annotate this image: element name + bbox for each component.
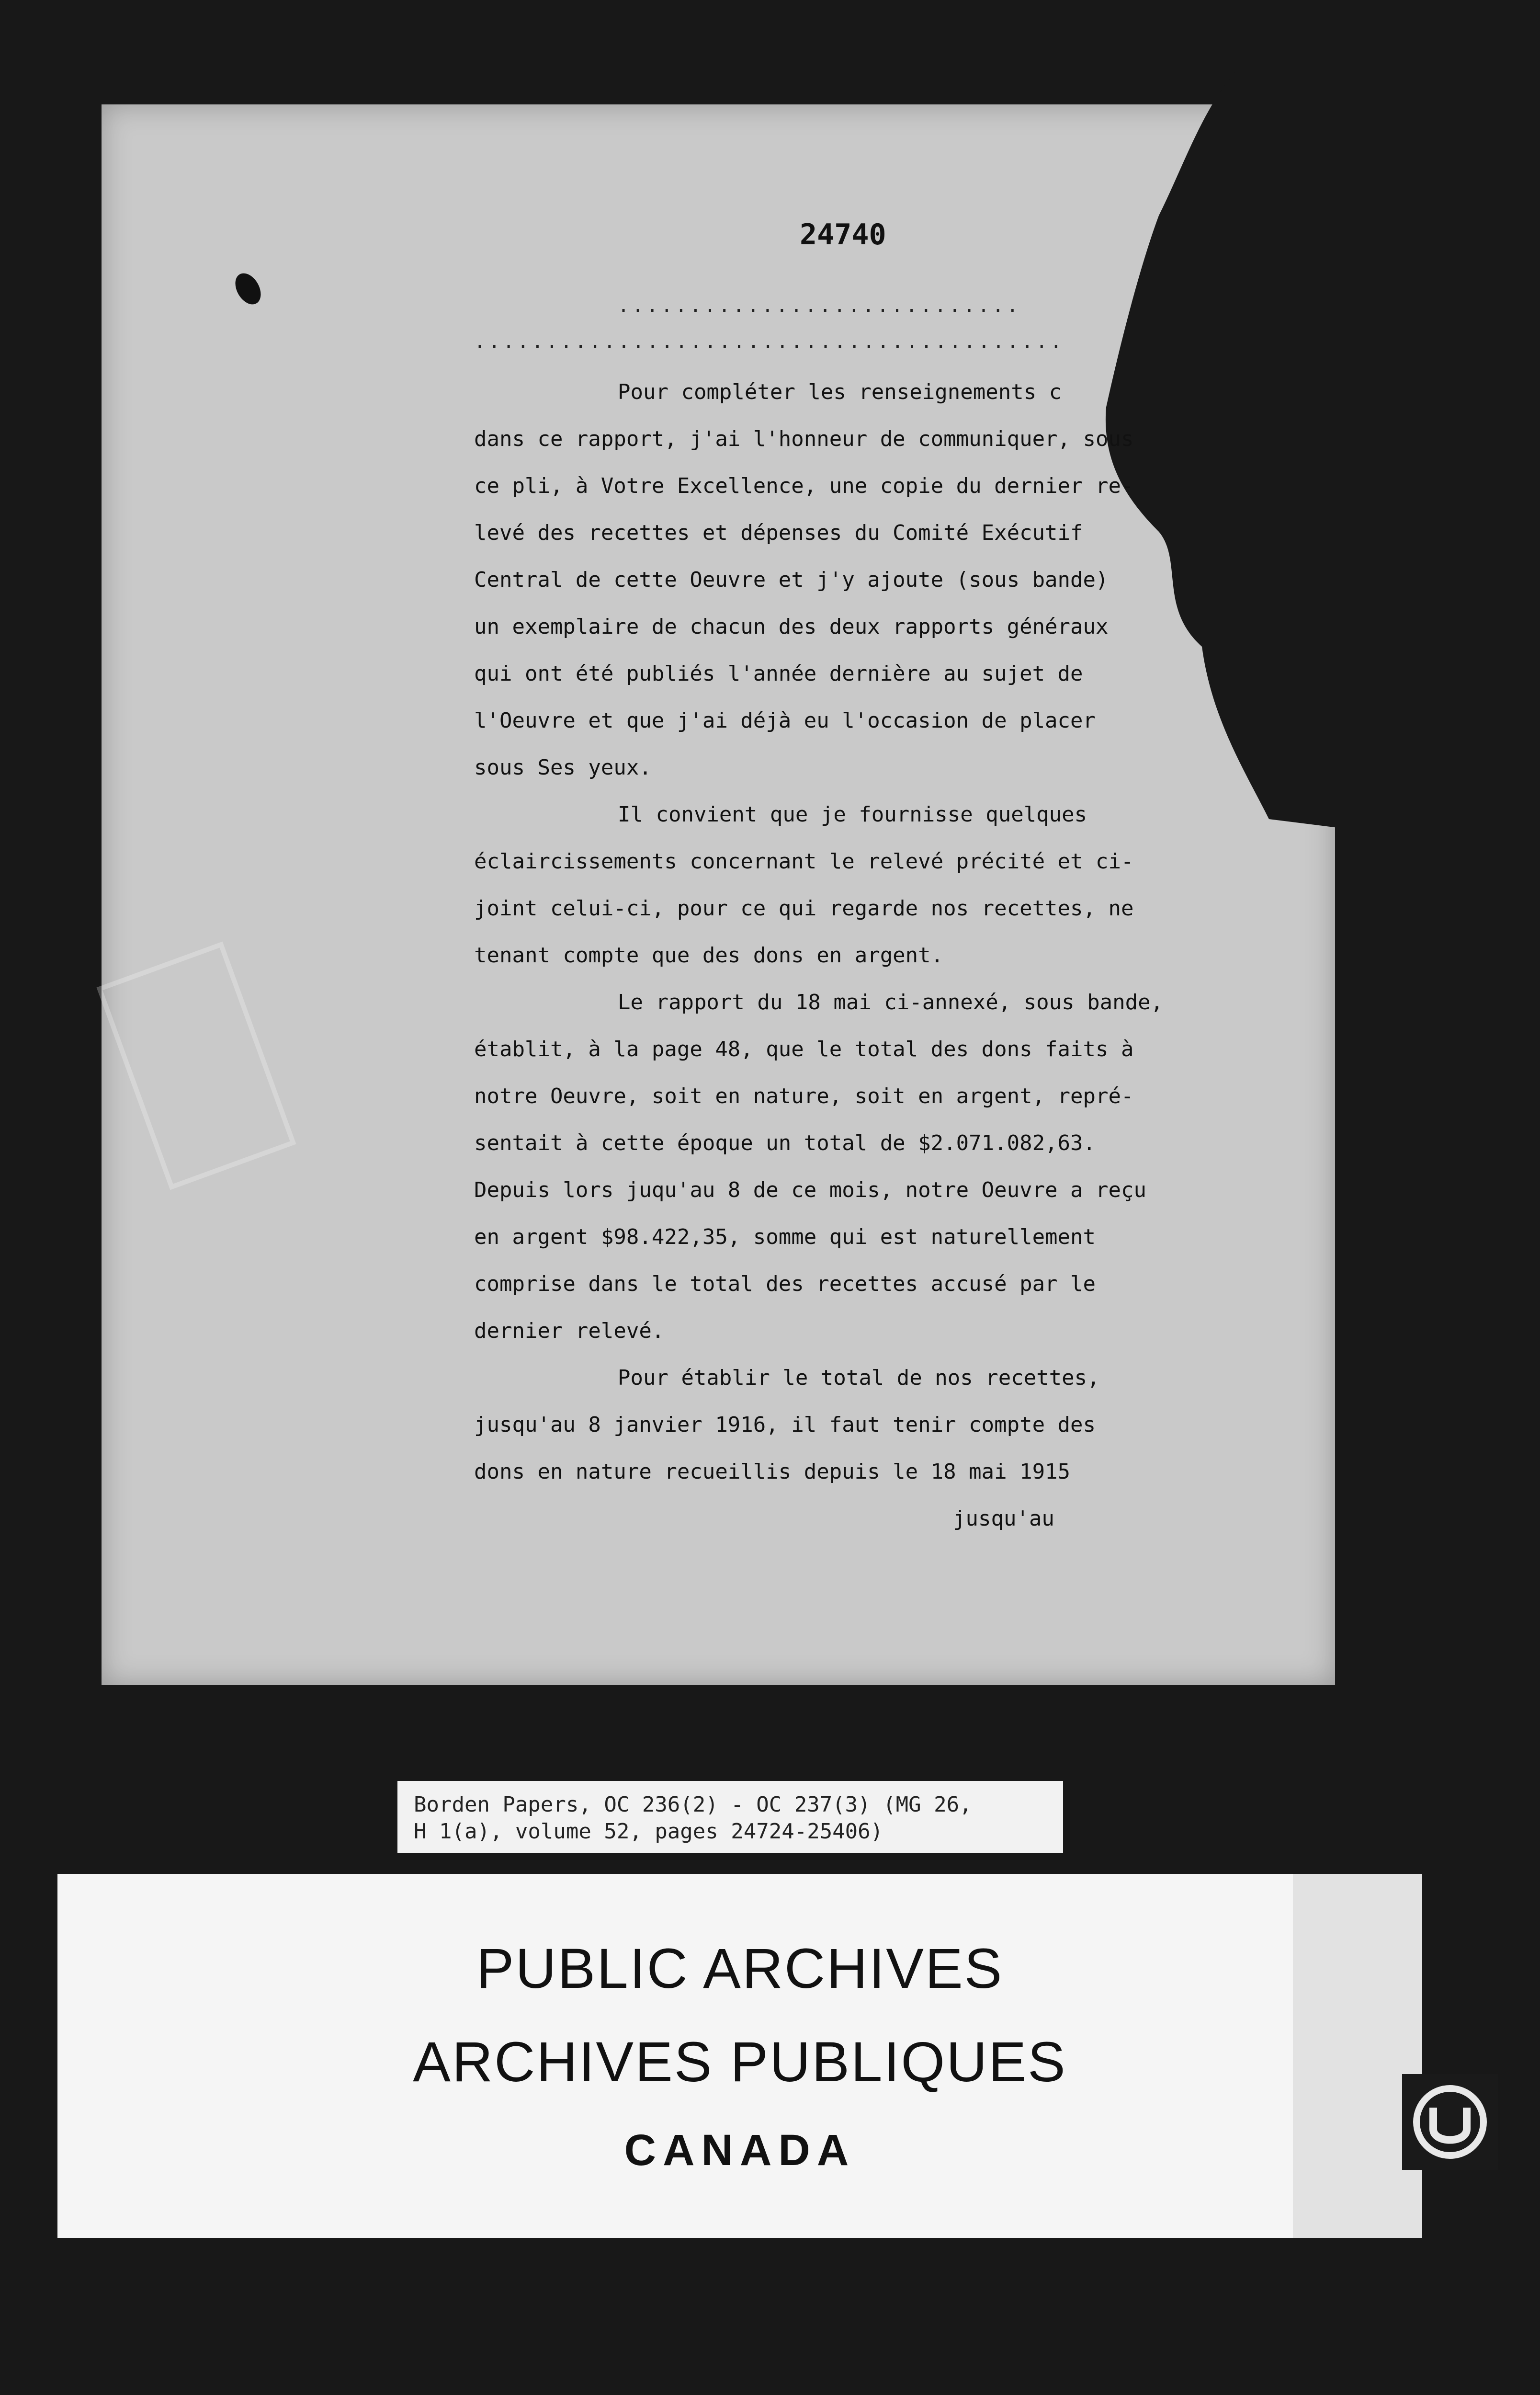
text-line: jusqu'au [953, 1506, 1054, 1531]
archives-banner [57, 1874, 1422, 2238]
banner-title-fr: ARCHIVES PUBLIQUES [413, 2030, 1067, 2094]
text-line: Il convient que je fournisse quelques [618, 802, 1087, 827]
text-line: Pour compléter les renseignements c [618, 380, 1062, 404]
text-line: Pour établir le total de nos recettes, [618, 1366, 1100, 1390]
text-line: Central de cette Oeuvre et j'y ajoute (sous bande) [474, 568, 1109, 592]
letter-body [474, 369, 1259, 1542]
text-line: dons en nature recueillis depuis le 18 mai 1915 [474, 1460, 1071, 1484]
text-line: levé des recettes et dépenses du Comité Exécutif [474, 521, 1083, 545]
text-line: un exemplaire de chacun des deux rapports généraux [474, 615, 1109, 639]
text-line: qui ont été publiés l'année dernière au sujet de [474, 661, 1083, 686]
dotted-rule: ......................................... [474, 331, 1065, 353]
archives-logo-icon [1402, 2074, 1498, 2170]
text-line: ce pli, à Votre Excellence, une copie du dernier re- [474, 474, 1134, 498]
text-line: comprise dans le total des recettes accusé par le [474, 1272, 1096, 1296]
text-line: tenant compte que des dons en argent. [474, 943, 944, 968]
citation-label [397, 1781, 1063, 1853]
text-line: notre Oeuvre, soit en nature, soit en argent, repré- [474, 1084, 1134, 1108]
banner-title-en: PUBLIC ARCHIVES [476, 1937, 1004, 2000]
banner-country: CANADA [624, 2126, 856, 2175]
text-line: éclaircissements concernant le relevé précité et ci- [474, 849, 1134, 874]
citation-line: H 1(a), volume 52, pages 24724-25406) [414, 1819, 883, 1844]
text-line: Le rapport du 18 mai ci-annexé, sous bande, [618, 990, 1164, 1015]
citation-line: Borden Papers, OC 236(2) - OC 237(3) (MG 26, [414, 1792, 972, 1817]
text-line: l'Oeuvre et que j'ai déjà eu l'occasion de placer [474, 708, 1096, 733]
text-line: joint celui-ci, pour ce qui regarde nos recettes, ne [474, 896, 1134, 921]
text-line: Depuis lors juqu'au 8 de ce mois, notre Oeuvre a reçu [474, 1178, 1146, 1202]
text-line: jusqu'au 8 janvier 1916, il faut tenir compte des [474, 1413, 1096, 1437]
text-line: dans ce rapport, j'ai l'honneur de communiquer, sous [474, 427, 1134, 451]
dotted-rule: ............................ [618, 295, 1021, 317]
text-line: sentait à cette époque un total de $2.071.082,63. [474, 1131, 1096, 1155]
text-line: dernier relevé. [474, 1319, 665, 1343]
text-line: sous Ses yeux. [474, 755, 652, 780]
text-line: établit, à la page 48, que le total des dons faits à [474, 1037, 1134, 1061]
page-number: 24740 [800, 218, 886, 251]
text-line: en argent $98.422,35, somme qui est naturellement [474, 1225, 1096, 1249]
banner-edge [1293, 1874, 1422, 2238]
